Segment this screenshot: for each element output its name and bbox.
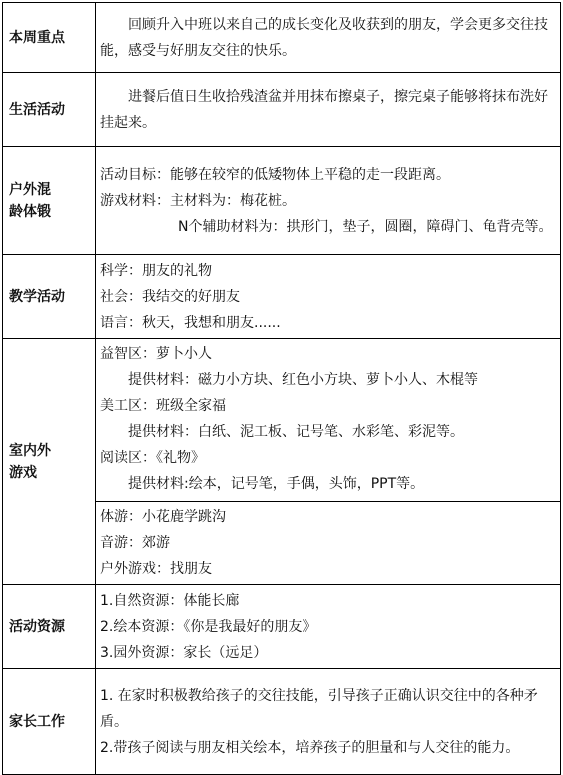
outdoor-aux-materials: N个辅助材料为：拱形门，垫子，圆圈，障碍门、龟背壳等。 (178, 218, 553, 235)
label-games (3, 339, 96, 585)
cell-outdoor-exercise (96, 147, 561, 255)
teaching-item: 科学：朋友的礼物 (100, 262, 212, 279)
outdoor-game: 户外游戏：找朋友 (100, 561, 212, 577)
indoor-games-block (96, 339, 560, 502)
resource-item: 1.自然资源：体能长廊 (100, 592, 240, 609)
cell-weekly-focus (96, 3, 561, 73)
row-outdoor-exercise (3, 147, 561, 255)
label-teaching: 教学活动 (3, 255, 96, 339)
indoor-game-materials: 提供材料:绘本，记号笔，手偶，头饰，PPT等。 (128, 476, 425, 492)
row-life-activity (3, 73, 561, 147)
weekly-plan-table (2, 2, 561, 775)
indoor-game-materials: 提供材料：白纸、泥工板、记号笔、水彩笔、彩泥等。 (128, 424, 464, 440)
outdoor-games-block (96, 502, 560, 584)
cell-parents (96, 669, 561, 775)
label-life-activity: 生活活动 (3, 73, 96, 147)
outdoor-game: 体游：小花鹿学跳沟 (100, 509, 226, 525)
label-outdoor-line2: 龄体锻 (9, 203, 51, 220)
label-games-line1: 室内外 (9, 442, 51, 459)
teaching-item: 语言：秋天，我想和朋友...... (100, 314, 281, 331)
weekly-focus-text: 回顾升入中班以来自己的成长变化及收获到的朋友，学会更多交往技能，感受与好朋友交往的快乐。 (100, 16, 548, 59)
cell-games (96, 339, 561, 585)
row-resources (3, 585, 561, 669)
label-outdoor-line1: 户外混 (9, 181, 51, 198)
outdoor-goal: 活动目标：能够在较窄的低矮物体上平稳的走一段距离。 (100, 166, 450, 183)
parent-item: 1. 在家时积极教给孩子的交往技能，引导孩子正确认识交往中的各种矛盾。 (100, 687, 538, 730)
row-weekly-focus (3, 3, 561, 73)
row-parents (3, 669, 561, 775)
label-parents: 家长工作 (3, 669, 96, 775)
resource-item: 2.绘本资源：《你是我最好的朋友》 (100, 618, 317, 635)
indoor-game-area: 益智区：萝卜小人 (100, 346, 212, 362)
label-weekly-focus: 本周重点 (3, 3, 96, 73)
outdoor-materials: 游戏材料：主材料为：梅花桩。 (100, 192, 296, 209)
cell-teaching (96, 255, 561, 339)
cell-resources (96, 585, 561, 669)
life-activity-text: 进餐后值日生收拾残渣盆并用抹布擦桌子，擦完桌子能够将抹布洗好挂起来。 (100, 88, 548, 131)
indoor-game-materials: 提供材料：磁力小方块、红色小方块、萝卜小人、木棍等 (128, 372, 478, 388)
teaching-item: 社会：我结交的好朋友 (100, 288, 240, 305)
label-resources: 活动资源 (3, 585, 96, 669)
label-games-line2: 游戏 (9, 464, 37, 481)
parent-item: 2.带孩子阅读与朋友相关绘本，培养孩子的胆量和与人交往的能力。 (100, 739, 520, 756)
indoor-game-area: 阅读区：《礼物》 (100, 450, 205, 466)
outdoor-game: 音游：郊游 (100, 535, 170, 551)
resource-item: 3.园外资源：家长（远足） (100, 644, 268, 661)
row-teaching (3, 255, 561, 339)
row-games (3, 339, 561, 585)
cell-life-activity (96, 73, 561, 147)
indoor-game-area: 美工区：班级全家福 (100, 398, 226, 414)
label-outdoor-exercise (3, 147, 96, 255)
